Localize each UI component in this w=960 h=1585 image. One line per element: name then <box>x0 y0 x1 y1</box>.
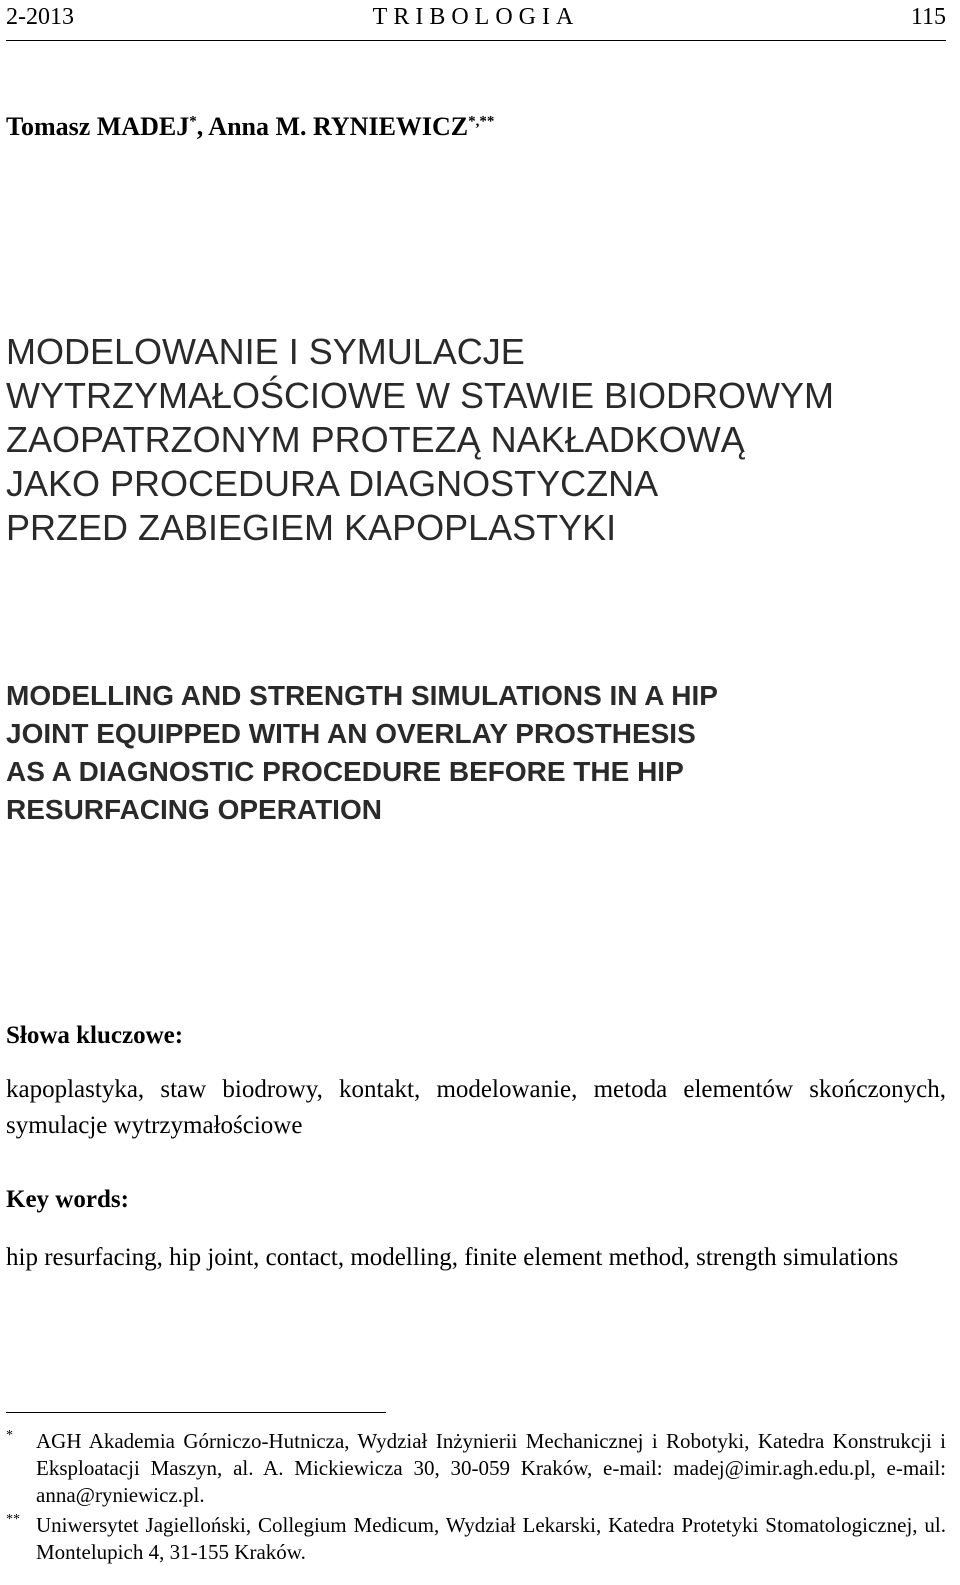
author-list <box>6 112 494 142</box>
footnote-separator <box>6 1412 386 1413</box>
title-polish-line: ZAOPATRZONYM PROTEZĄ NAKŁADKOWĄ <box>6 419 745 460</box>
title-english-line: RESURFACING OPERATION <box>6 794 382 825</box>
title-polish-line: WYTRZYMAŁOŚCIOWE W STAWIE BIODROWYM <box>6 375 834 416</box>
title-polish <box>6 330 956 550</box>
footnote-affiliation-1 <box>6 1428 946 1509</box>
title-english <box>6 677 956 829</box>
author-ryniewicz: Anna M. RYNIEWICZ <box>208 112 469 141</box>
keywords-polish-text: kapoplastyka, staw biodrowy, kontakt, modelowanie, metoda elementów skończonych, symulacje wytrzymałościowe <box>6 1076 946 1139</box>
keywords-english-text: hip resurfacing, hip joint, contact, modelling, finite element method, strength simulations <box>6 1244 899 1271</box>
title-english-line: AS A DIAGNOSTIC PROCEDURE BEFORE THE HIP <box>6 756 684 787</box>
author-madej: Tomasz MADEJ <box>6 112 190 141</box>
footnote-mark: * <box>6 1428 13 1443</box>
title-english-line: JOINT EQUIPPED WITH AN OVERLAY PROSTHESIS <box>6 718 696 749</box>
footnote-text: Uniwersytet Jagielloński, Collegium Medicum, Wydział Lekarski, Katedra Protetyki Stomatologicznej, ul. Montelupich 4, 31-155 Kraków. <box>36 1513 946 1564</box>
keywords-english-heading: Key words: <box>6 1186 129 1213</box>
author-separator: , <box>196 112 209 141</box>
journal-name: TRIBOLOGIA <box>372 4 580 30</box>
running-header <box>6 0 946 44</box>
author-madej-affiliation-mark: * <box>189 113 197 130</box>
issue-number: 2-2013 <box>6 4 74 30</box>
title-polish-line: PRZED ZABIEGIEM KAPOPLASTYKI <box>6 507 617 548</box>
footnote-text: AGH Akademia Górniczo-Hutnicza, Wydział Inżynierii Mechanicznej i Robotyki, Katedra Konstrukcji i Eksploatacji Maszyn, al. A. Mickiewicza 30, 30-059 Kraków, e-mail: madej@imir.agh.edu.pl, e-mail: anna@ryniewicz.pl. <box>36 1429 946 1507</box>
title-polish-line: MODELOWANIE I SYMULACJE <box>6 331 525 372</box>
footnote-mark: ** <box>6 1512 20 1527</box>
footnote-affiliation-2 <box>6 1512 946 1566</box>
keywords-polish-heading: Słowa kluczowe: <box>6 1022 184 1049</box>
author-ryniewicz-affiliation-mark: *,** <box>468 113 495 130</box>
title-polish-line: JAKO PROCEDURA DIAGNOSTYCZNA <box>6 463 659 504</box>
header-rule <box>6 40 946 41</box>
page-number: 115 <box>910 4 946 30</box>
title-english-line: MODELLING AND STRENGTH SIMULATIONS IN A HIP <box>6 680 718 711</box>
